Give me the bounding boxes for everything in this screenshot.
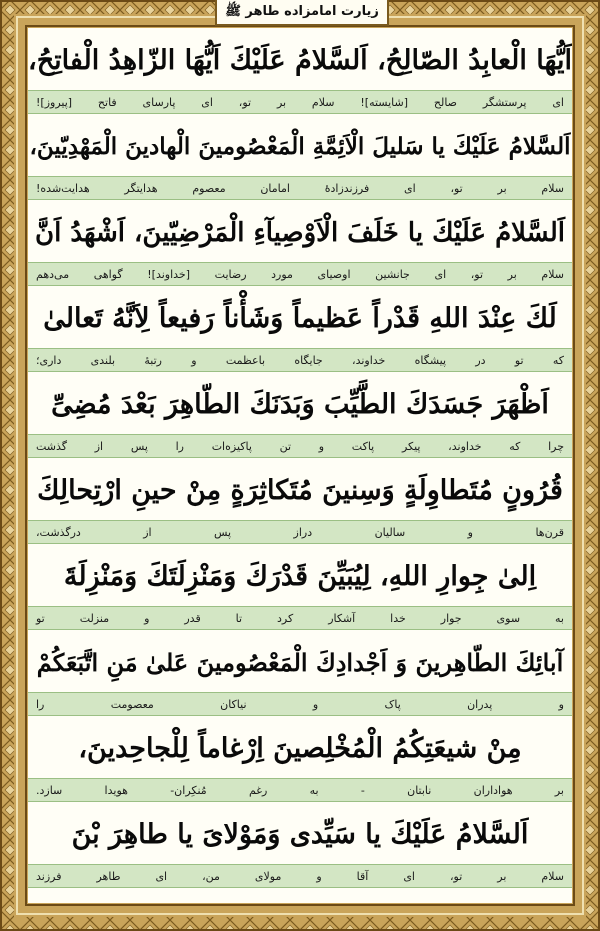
arabic-line: اَظْهَرَ جَسَدَكَ الطَّیِّبَ وَبَدَنَكَ الطّاهِرَ بَعْدَ مُضِیِّ <box>51 389 549 420</box>
translation-line: قرن‌ها و سالیان دراز پس از درگذشت، <box>28 520 572 544</box>
translation-line: ای پرستشگر صالح [شایسته]! سلام بر تو، ای پارسای فاتح [پیروز]! <box>28 90 572 114</box>
arabic-line: مِنْ شیعَتِكُمُ الْمُخْلِصینَ اِرْغاماً لِلْجاحِدینَ، <box>78 733 522 764</box>
arabic-line: اَلسَّلامُ عَلَیْكَ یا خَلَفَ الْاَوْصِیآءِ الْمَرْضِیّینَ، اَشْهَدُ اَنَّ <box>34 218 566 248</box>
translation-line: سلام بر تو، ای جانشین اوصیای مورد رضایت [خداوند]! گواهی می‌دهم <box>28 262 572 286</box>
arabic-line: اَیُّهَا الْعابِدُ الصّالِحُ، اَلسَّلامُ عَلَیْكَ اَیُّهَا الزّاهِدُ الْفاتِحُ، <box>28 45 572 76</box>
arabic-line: اِلىٰ جِوارِ اللهِ، لِیُبَیِّنَ قَدْرَكَ وَمَنْزِلَتَكَ وَمَنْزِلَةَ <box>63 561 537 592</box>
translation-line: به سوی جوار خدا آشکار کرد تا قدر و منزلت تو <box>28 606 572 630</box>
arabic-line: اَلسَّلامُ عَلَیْكَ یا سَیِّدی وَمَوْلایَ یا طاهِرَ بْنَ <box>71 819 529 850</box>
translation-line: سلام بر تو، ای فرزندزادهٔ امامان معصوم هدایتگر هدایت‌شده! <box>28 176 572 200</box>
arabic-line: قُرُونٍ مُتَطاوِلَةٍ وَسِنینَ مُتَكاثِرَةٍ مِنْ حینِ ارْتِحالِكَ <box>37 475 563 506</box>
arabic-line: آبائِكَ الطّاهِرینَ وَ اَجْدادِكَ الْمَعْصُومینَ عَلىٰ مَنِ اتَّبَعَكُمْ <box>36 648 564 677</box>
translation-line: و پدران پاک و نیاکان معصومت را <box>28 692 572 716</box>
translation-line: سلام بر تو، ای آقا و مولای من، ای طاهر فرزند <box>28 864 572 888</box>
arabic-line: لَكَ عِنْدَ اللهِ قَدْراً عَظیماً وَشَأْناً رَفیعاً لِاَنَّهُ تَعالىٰ <box>43 303 557 334</box>
translation-line: بر هواداران نابتان - به رغم مُنکِران- هویدا سازد. <box>28 778 572 802</box>
translation-line: که تو در پیشگاه خداوند، جایگاه باعظمت و رتبهٔ بلندی داری؛ <box>28 348 572 372</box>
page-title: زیارت امامزاده طاهر ﷺ <box>215 0 389 26</box>
arabic-line: اَلسَّلامُ عَلَیْكَ یا سَلیلَ الْاَئِمَّةِ الْمَعْصُومینَ الْهادینَ الْمَهْدِیّینَ، <box>29 133 571 160</box>
translation-line: چرا که خداوند، پیکر پاکت و تن پاکیزه‌ات را پس از گذشت <box>28 434 572 458</box>
prayer-text <box>28 28 572 903</box>
